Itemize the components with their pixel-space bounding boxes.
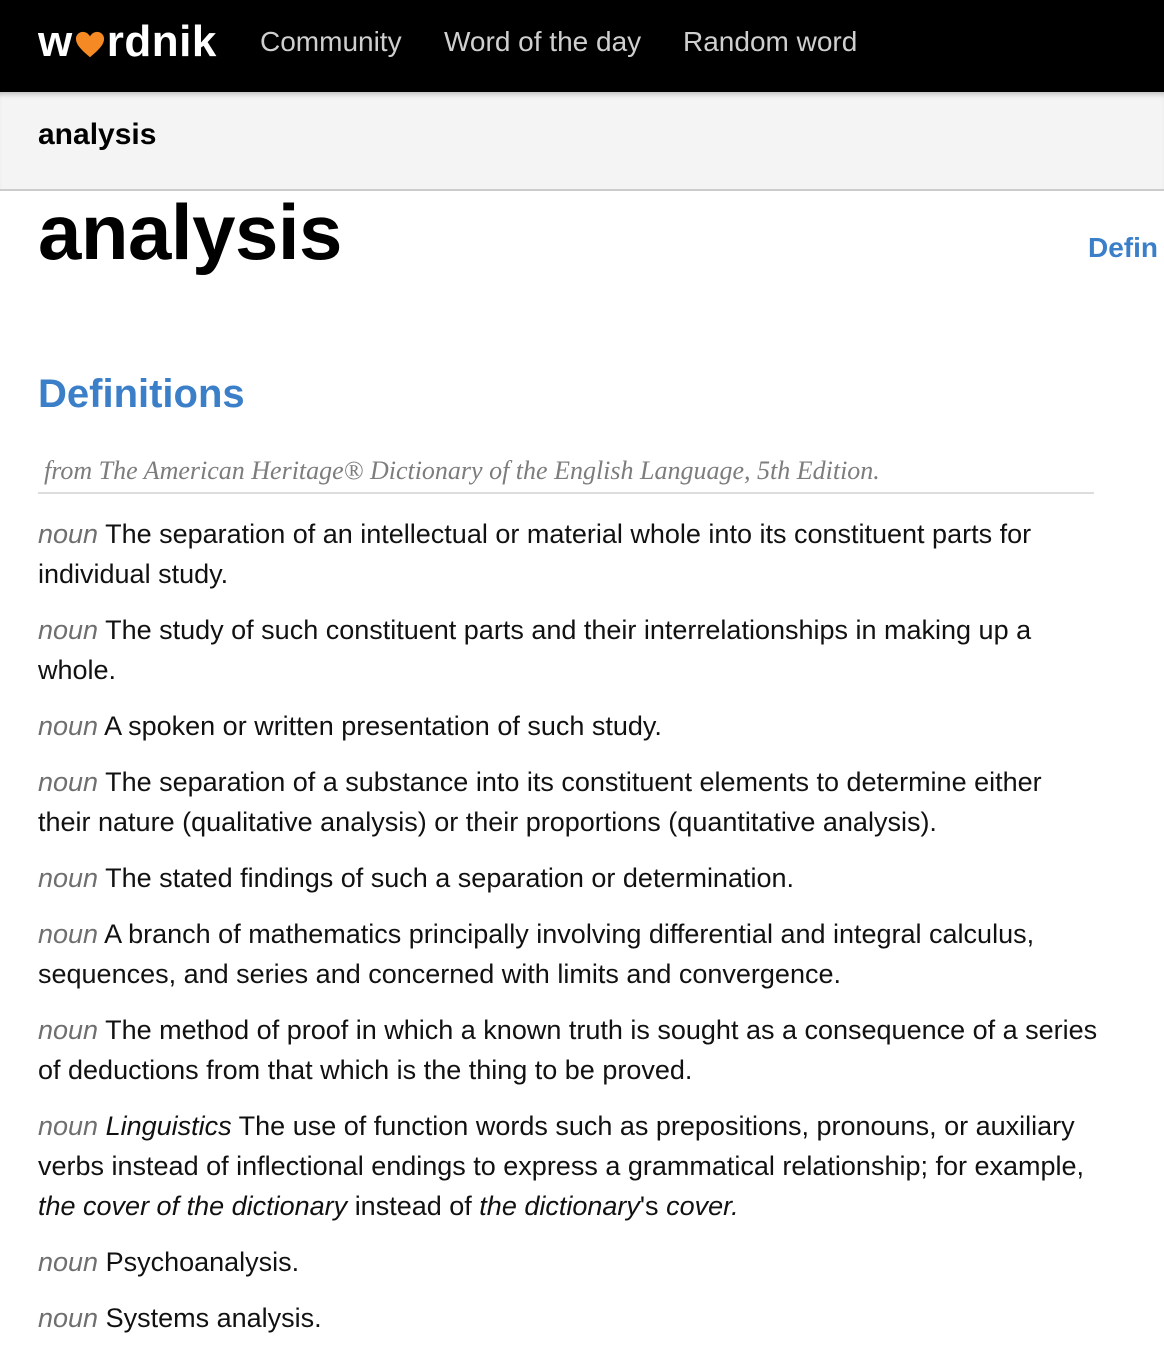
definition-text: 's <box>639 1191 659 1221</box>
part-of-speech: noun <box>38 863 99 893</box>
definition-item <box>38 762 1098 842</box>
definition-item <box>38 1010 1098 1090</box>
definitions-heading: Definitions <box>38 372 245 416</box>
example-phrase: the cover of the dictionary <box>38 1191 348 1221</box>
part-of-speech: noun <box>38 767 99 797</box>
definitions-list <box>38 514 1098 1354</box>
definition-text: The stated findings of such a separation or determination. <box>105 863 795 893</box>
example-phrase: cover. <box>666 1191 739 1221</box>
definition-item <box>38 1106 1098 1226</box>
part-of-speech: noun <box>38 519 99 549</box>
part-of-speech: noun <box>38 615 99 645</box>
definition-source: from The American Heritage® Dictionary of the English Language, 5th Edition. <box>38 456 1094 494</box>
definition-item <box>38 914 1098 994</box>
subheader-word-title: analysis <box>38 118 157 151</box>
definition-item <box>38 706 1098 746</box>
definition-text: The method of proof in which a known truth is sought as a consequence of a series of deductions from that which is the thing to be proved. <box>38 1015 1098 1085</box>
definition-text: Systems analysis. <box>105 1303 322 1333</box>
nav-link-random-word[interactable]: Random word <box>683 26 858 57</box>
logo-text-right: rdnik <box>106 17 217 66</box>
wordnik-logo[interactable] <box>38 14 217 70</box>
definition-item <box>38 1242 1098 1282</box>
definition-text: The use of function words such as prepositions, pronouns, or auxiliary verbs instead of inflectional endings to express a grammatical relationship; for example, <box>38 1111 1085 1181</box>
part-of-speech: noun <box>38 711 99 741</box>
definition-text: A spoken or written presentation of such study. <box>104 711 662 741</box>
definition-item <box>38 1298 1098 1338</box>
headword-title: analysis <box>38 188 342 276</box>
part-of-speech: noun <box>38 1303 99 1333</box>
part-of-speech: noun <box>38 1247 99 1277</box>
definition-item <box>38 514 1098 594</box>
example-phrase: the dictionary <box>479 1191 640 1221</box>
nav-link-word-of-the-day[interactable]: Word of the day <box>444 26 642 57</box>
part-of-speech: noun <box>38 1111 99 1141</box>
top-navigation-bar <box>0 0 1164 92</box>
definition-text: A branch of mathematics principally involving differential and integral calculus, sequences, and series and concerned with limits and convergence. <box>38 919 1035 989</box>
definition-text: The study of such constituent parts and their interrelationships in making up a whole. <box>38 615 1032 685</box>
side-nav-definitions-link[interactable]: Defin <box>1088 232 1158 263</box>
usage-label: Linguistics <box>105 1111 232 1141</box>
part-of-speech: noun <box>38 919 99 949</box>
definition-item <box>38 858 1098 898</box>
definition-item <box>38 610 1098 690</box>
logo-text-left: w <box>38 17 73 66</box>
definition-text: Psychoanalysis. <box>105 1247 300 1277</box>
nav-link-community[interactable]: Community <box>260 26 402 57</box>
definition-text: The separation of an intellectual or material whole into its constituent parts for individual study. <box>38 519 1032 589</box>
definition-text: The separation of a substance into its constituent elements to determine either their nature (qualitative analysis) or their proportions (quantitative analysis). <box>38 767 1042 837</box>
part-of-speech: noun <box>38 1015 99 1045</box>
definition-text: instead of <box>354 1191 472 1221</box>
word-subheader-bar <box>0 92 1164 191</box>
heart-icon <box>75 30 105 60</box>
